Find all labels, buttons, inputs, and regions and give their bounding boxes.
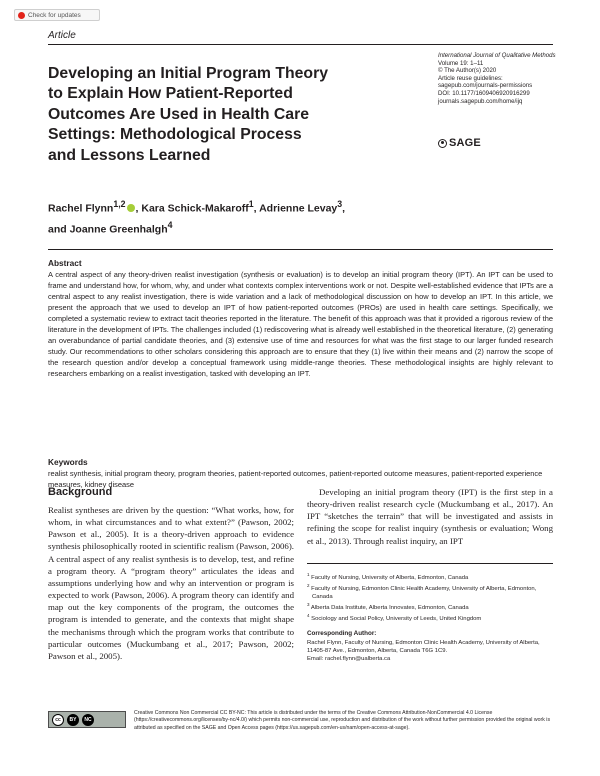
footnote-item xyxy=(307,612,553,623)
journal-volume: Volume 19: 1–11 xyxy=(438,59,484,67)
author-affiliation-sup: 1 xyxy=(248,199,254,209)
journal-info xyxy=(438,52,558,105)
orcid-icon[interactable] xyxy=(127,204,135,212)
footnote-text: Sociology and Social Policy, University of Leeds, United Kingdom xyxy=(311,616,482,623)
corresponding-author-heading: Corresponding Author: xyxy=(307,630,377,637)
corresponding-author-email[interactable]: Email: rachel.flynn@ualberta.ca xyxy=(307,656,391,663)
affiliation-footnotes xyxy=(307,571,553,623)
title-line: Outcomes Are Used in Health Care xyxy=(48,105,310,123)
background-left-column: Realist syntheses are driven by the question: “What works, how, for whom, in what circumstances and to what extent?” (Pawson, 2002; Pawson et al., 2005). It is a theory-driven approach to evidence synthesis philosophically rooted in scientific realism (Pawson, 2006). A central aspect of any realist synthesis is to develop, test, and refine a program theory. A “program theory” articulates the ideas and assumptions underlying how and why an intervention or program is expected to work (Pawson, 2006). A program theory can identify and map out the key components of the program, the outcomes the program is intended to generate, and the contexts that might shape the mechanisms through which the program works that contribute to particular outcomes (Muckumbang et al., 2017; Pawson, 2002; Pawson et al., 2005). xyxy=(48,505,294,661)
article-type-label: Article xyxy=(48,30,76,41)
footnote-number: 1 xyxy=(307,572,310,577)
header-divider xyxy=(48,44,553,45)
background-heading: Background xyxy=(48,486,113,498)
title-line: and Lessons Learned xyxy=(48,146,211,164)
crossmark-icon xyxy=(18,12,25,19)
cc-by-icon: BY xyxy=(67,714,79,726)
author-list xyxy=(48,196,388,237)
footnote-item xyxy=(307,601,553,612)
corresponding-author-address: Rachel Flynn, Faculty of Nursing, Edmonton Clinic Health Academy, University of Alberta, 11405-87 Ave., Edmonton, Alberta, Canada T6G 1C9. xyxy=(307,640,540,655)
journal-reuse: Article reuse guidelines: xyxy=(438,74,503,82)
author-separator: , xyxy=(342,202,346,215)
footnote-number: 3 xyxy=(307,602,310,608)
cc-nc-icon: NC xyxy=(82,714,94,726)
author-affiliation-sup: 3 xyxy=(337,199,343,209)
footnote-text: Faculty of Nursing, Edmonton Clinic Health Academy, University of Alberta, Edmonton, Canada xyxy=(311,586,537,601)
check-for-updates-badge[interactable] xyxy=(14,9,100,21)
footnote-divider xyxy=(307,563,553,564)
title-line: Developing an Initial Program Theory xyxy=(48,65,329,82)
title-line: Settings: Methodological Process xyxy=(48,126,302,144)
sage-logo-text: SAGE xyxy=(449,137,481,149)
footnote-number: 4 xyxy=(307,613,310,619)
abstract-divider xyxy=(48,249,553,250)
author-affiliation-sup: 4 xyxy=(167,219,173,230)
abstract-text: A central aspect of any theory-driven realist investigation (synthesis or evaluation) is to develop an initial program theory (IPT). An IPT can be used to frame and understand how, for whom, why, and under what contexts complex interventions work or not. Despite well-established evidence that IPTs are a central aspect to any realist investigation, there is wide variation and a lack of methodological discussion on how to develop an IPT. In this article, we present the approach that we used to develop an IPT of how patient-reported outcomes (PROs) are used in health care settings. Specifically, we completed a systematic review to extract tacit theories reported in the literature. The benefit of this approach was that it provided a rigorous review of the literature in the development of IPTs. The challenges included (1) rediscovering what is already well established in the theoretical literature, (2) generating an overabundance of partial candidate theories, and (3) extensive use of time and resources for what was the first stage to our larger funded research study. Our recommendations to other scholars considering this approach are to ensure that they (1) live within their means and (2) narrow the scope of the research question and/or develop a conceptual framework using middle-range theories. These methodological insights are highly relevant to researchers embarking on a realist investigation, tasked with developing an IPT. xyxy=(48,270,553,379)
journal-name: International Journal of Qualitative Methods xyxy=(438,52,556,59)
footnote-item xyxy=(307,571,553,582)
journal-doi[interactable]: DOI: 10.1177/1609406920916299 xyxy=(438,89,530,97)
sage-logo xyxy=(438,137,481,149)
sage-logo-icon xyxy=(438,139,447,148)
cc-icon: cc xyxy=(52,714,64,726)
footnote-item xyxy=(307,582,553,601)
author-name: , Kara Schick-Makaroff xyxy=(135,202,249,215)
title-line: to Explain How Patient-Reported xyxy=(48,85,293,103)
journal-permissions-link[interactable]: sagepub.com/journals-permissions xyxy=(438,82,533,90)
author-name: , Adrienne Levay xyxy=(253,202,338,215)
footnote-number: 2 xyxy=(307,583,310,589)
abstract-heading: Abstract xyxy=(48,258,82,268)
check-for-updates-label: Check for updates xyxy=(28,11,81,19)
footnote-text: Faculty of Nursing, University of Alberta, Edmonton, Canada xyxy=(311,574,469,581)
footnote-text: Alberta Data Institute, Alberta Innovates, Edmonton, Canada xyxy=(310,605,469,612)
author-affiliation-sup: 1,2 xyxy=(113,199,126,209)
license-text: Creative Commons Non Commercial CC BY-NC: This article is distributed under the terms of the Creative Commons Attribution-NonCommercial 4.0 License (https://creativecommons.org/licenses/by-nc/4.0/) which permits non-commercial use, reproduction and distribution of the work without further permission provided the original work is attributed as specified on the SAGE and Open Access pages (https://us.sagepub.com/en-us/nam/open-access-at-sage). xyxy=(134,710,551,731)
author-name: Rachel Flynn xyxy=(48,202,114,215)
keywords-text: realist synthesis, initial program theory, program theories, patient-reported outcomes, patient-reported outcome measures, patient-reported experience measures, kidney disease xyxy=(48,469,543,489)
article-title xyxy=(48,64,378,166)
author-name: and Joanne Greenhalgh xyxy=(48,223,168,235)
keywords-heading: Keywords xyxy=(48,457,88,467)
cc-license-badge[interactable] xyxy=(48,711,126,728)
corresponding-author-details xyxy=(307,639,553,663)
journal-copyright: © The Author(s) 2020 xyxy=(438,67,497,75)
background-right-column: Developing an initial program theory (IPT) is the first step in a theory-driven realist research cycle (Muckumbang et al., 2017). An IPT “sketches the terrain” that will be investigated and assists in refining the scope for realist inquiry (synthesis or evaluation; Wong et al., 2013). Through realist inquiry, an IPT xyxy=(307,487,553,546)
journal-homepage-link[interactable]: journals.sagepub.com/home/ijq xyxy=(438,97,523,105)
